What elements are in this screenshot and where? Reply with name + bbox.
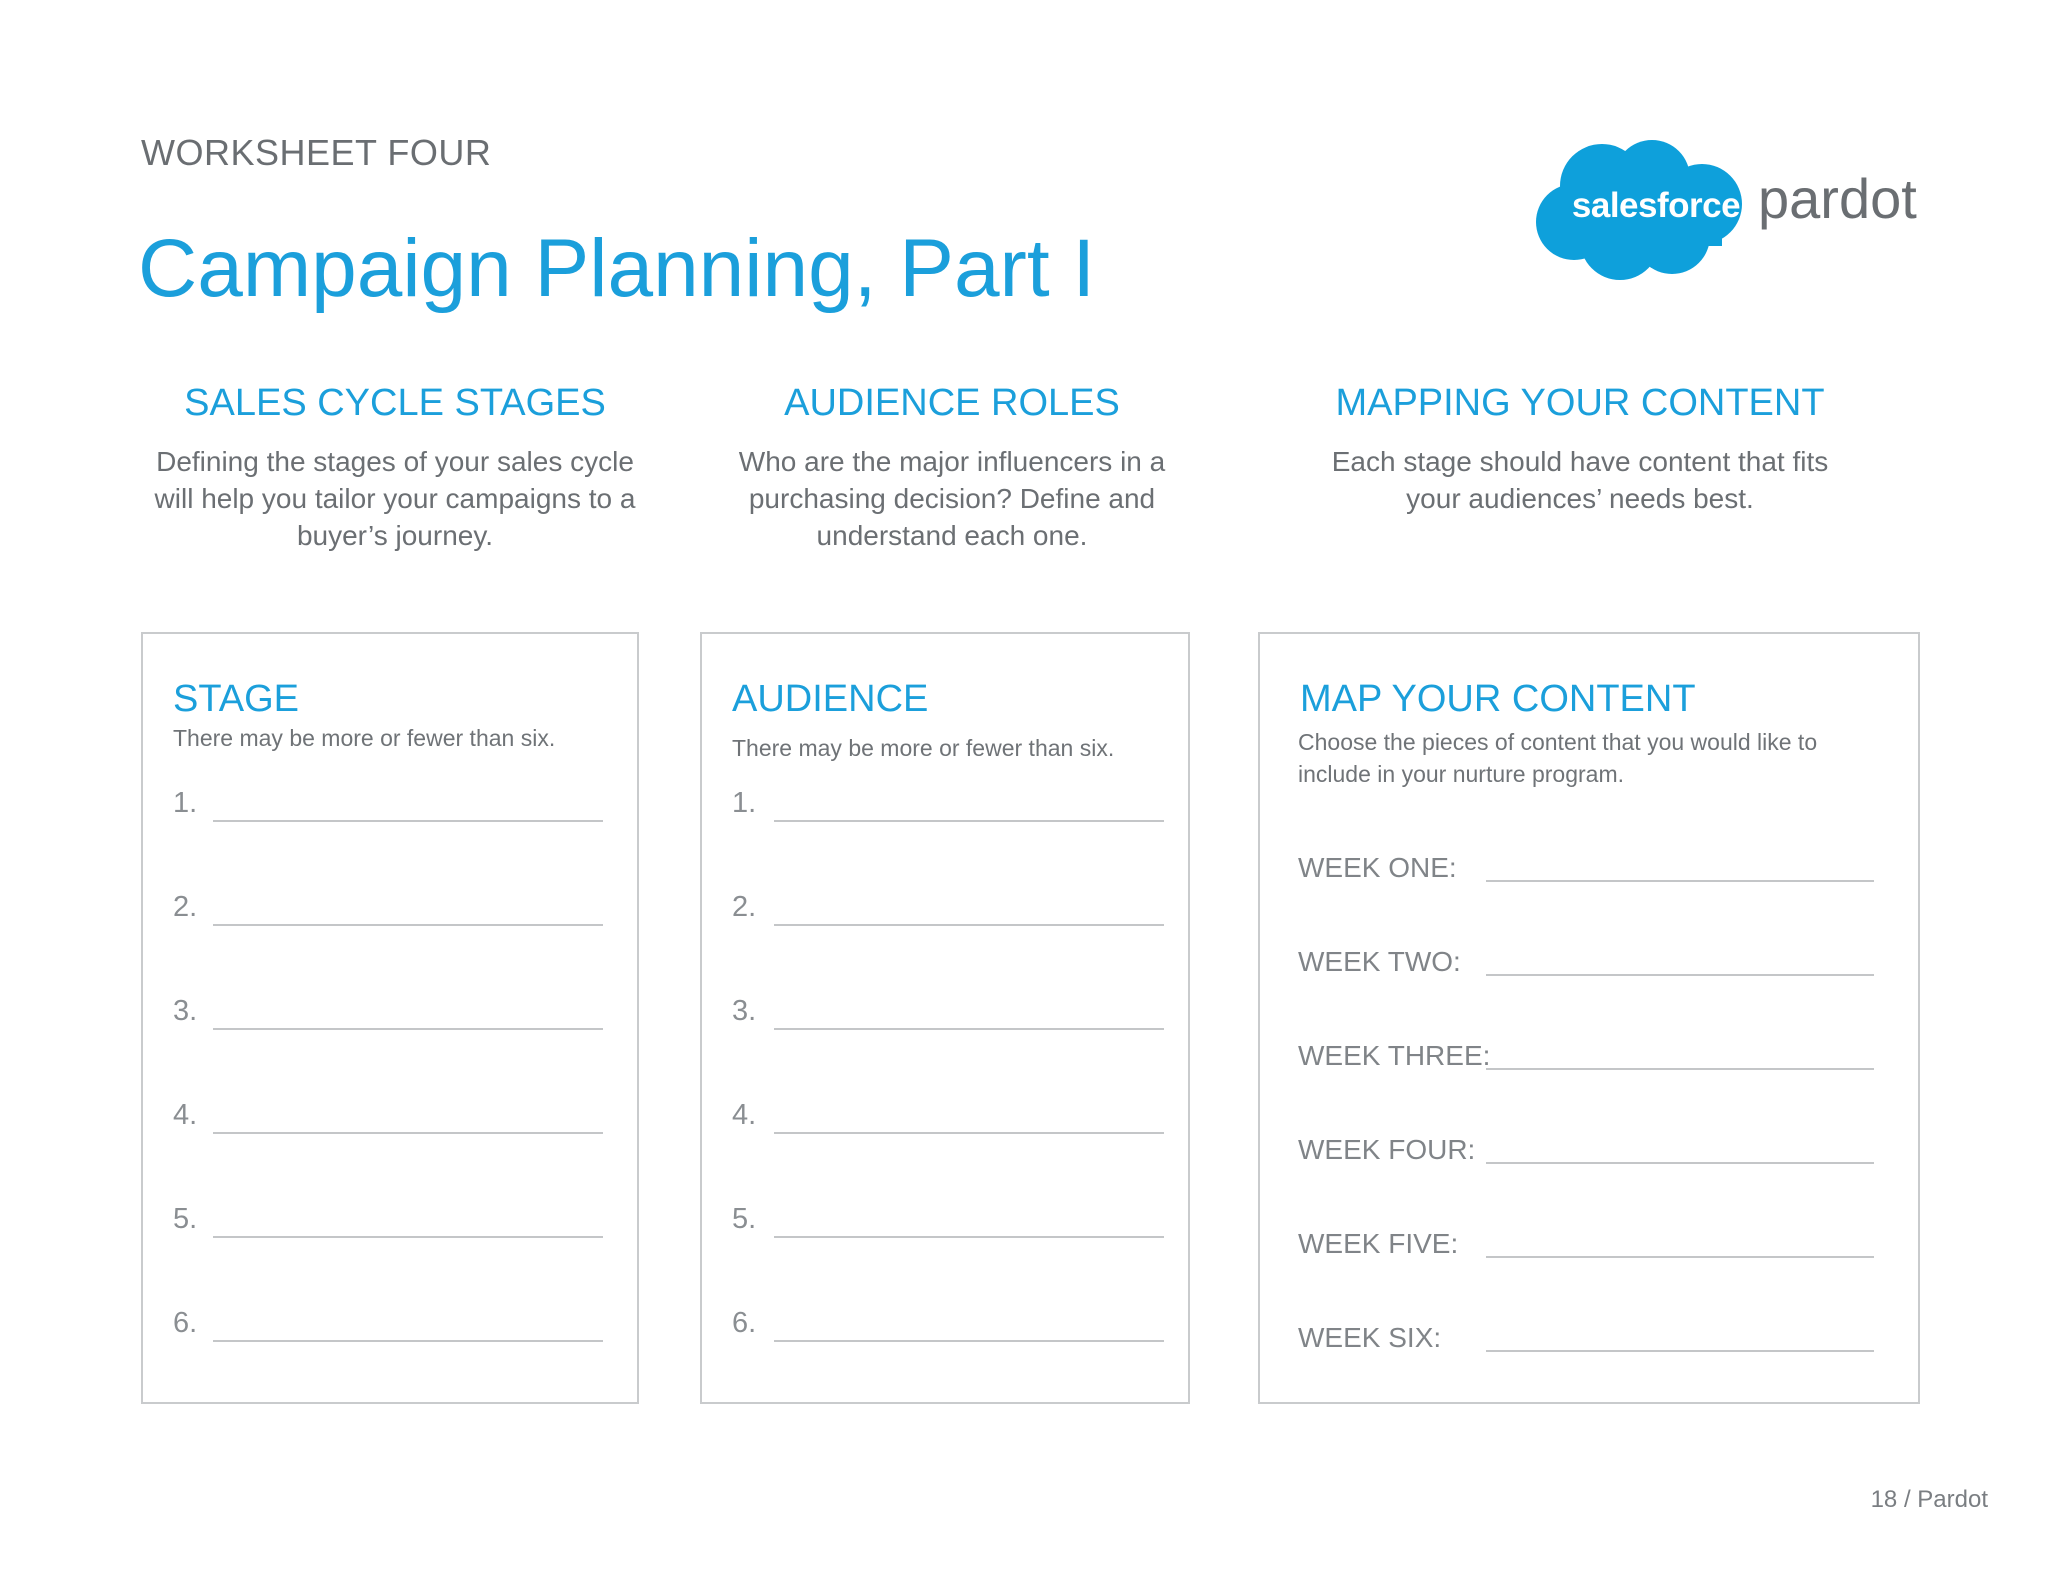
page-number: 18 / Pardot xyxy=(1870,1486,1988,1513)
item-number: 6. xyxy=(732,1307,757,1339)
answer-line[interactable] xyxy=(774,924,1164,926)
item-number: 3. xyxy=(173,995,198,1027)
column-heading: AUDIENCE ROLES xyxy=(784,382,1120,424)
answer-line[interactable] xyxy=(213,1028,603,1030)
answer-line[interactable] xyxy=(213,1340,603,1342)
card-hint: Choose the pieces of content that you would like to include in your nurture program. xyxy=(1298,729,1818,787)
item-number: 4. xyxy=(173,1099,198,1131)
week-two-label: WEEK TWO: xyxy=(1298,946,1461,977)
answer-line[interactable] xyxy=(213,1132,603,1134)
card-hint: There may be more or fewer than six. xyxy=(732,735,1115,761)
worksheet-label: WORKSHEET FOUR xyxy=(141,132,492,173)
column-description: Each stage should have content that fits your audiences’ needs best. xyxy=(1331,446,1829,514)
week-four-line[interactable] xyxy=(1486,1162,1874,1164)
card-title: MAP YOUR CONTENT xyxy=(1300,678,1696,720)
list-item[interactable] xyxy=(732,886,1164,926)
salesforce-pardot-logo xyxy=(1532,136,1932,286)
answer-line[interactable] xyxy=(213,924,603,926)
item-number: 2. xyxy=(732,891,757,923)
item-number: 4. xyxy=(732,1099,757,1131)
map-content-card xyxy=(1258,632,1920,1404)
list-item[interactable] xyxy=(732,1094,1164,1134)
list-item[interactable] xyxy=(173,886,603,926)
page-title: Campaign Planning, Part I xyxy=(138,223,1096,314)
column-description: Defining the stages of your sales cycle will help you tailor your campaigns to a buyer’s journey. xyxy=(154,446,636,551)
logo-cloud-text: salesforce xyxy=(1571,186,1741,225)
item-number: 1. xyxy=(173,787,198,819)
list-item[interactable] xyxy=(173,1302,603,1342)
item-number: 3. xyxy=(732,995,757,1027)
list-item[interactable] xyxy=(732,1302,1164,1342)
answer-line[interactable] xyxy=(774,1132,1164,1134)
column-audience-roles xyxy=(712,382,1192,554)
list-item[interactable] xyxy=(173,1198,603,1238)
list-item[interactable] xyxy=(173,782,603,822)
answer-line[interactable] xyxy=(774,1028,1164,1030)
answer-line[interactable] xyxy=(213,820,603,822)
column-mapping-content xyxy=(1330,382,1830,517)
list-item[interactable] xyxy=(732,782,1164,822)
answer-line[interactable] xyxy=(774,1340,1164,1342)
item-number: 5. xyxy=(173,1203,198,1235)
card-title: AUDIENCE xyxy=(732,678,929,720)
week-five-label: WEEK FIVE: xyxy=(1298,1228,1459,1259)
item-number: 6. xyxy=(173,1307,198,1339)
week-six-line[interactable] xyxy=(1486,1350,1874,1352)
list-item[interactable] xyxy=(732,990,1164,1030)
week-one-line[interactable] xyxy=(1486,880,1874,882)
item-number: 5. xyxy=(732,1203,757,1235)
column-heading: MAPPING YOUR CONTENT xyxy=(1335,382,1825,424)
week-three-line[interactable] xyxy=(1486,1068,1874,1070)
list-item[interactable] xyxy=(173,1094,603,1134)
week-three-label: WEEK THREE: xyxy=(1298,1040,1491,1071)
week-four-label: WEEK FOUR: xyxy=(1298,1134,1476,1165)
answer-line[interactable] xyxy=(774,1236,1164,1238)
week-five-line[interactable] xyxy=(1486,1256,1874,1258)
audience-card xyxy=(700,632,1190,1404)
card-hint: There may be more or fewer than six. xyxy=(173,725,556,751)
list-item[interactable] xyxy=(732,1198,1164,1238)
column-heading: SALES CYCLE STAGES xyxy=(184,382,606,424)
column-description: Who are the major influencers in a purchasing decision? Define and understand each one. xyxy=(738,446,1166,551)
item-number: 2. xyxy=(173,891,198,923)
answer-line[interactable] xyxy=(213,1236,603,1238)
item-number: 1. xyxy=(732,787,757,819)
week-two-line[interactable] xyxy=(1486,974,1874,976)
card-title: STAGE xyxy=(173,678,299,720)
week-six-label: WEEK SIX: xyxy=(1298,1322,1442,1353)
stage-card xyxy=(141,632,639,1404)
answer-line[interactable] xyxy=(774,820,1164,822)
logo-wordmark: pardot xyxy=(1758,167,1917,230)
week-one-label: WEEK ONE: xyxy=(1298,852,1457,883)
list-item[interactable] xyxy=(173,990,603,1030)
column-sales-cycle xyxy=(150,382,640,554)
